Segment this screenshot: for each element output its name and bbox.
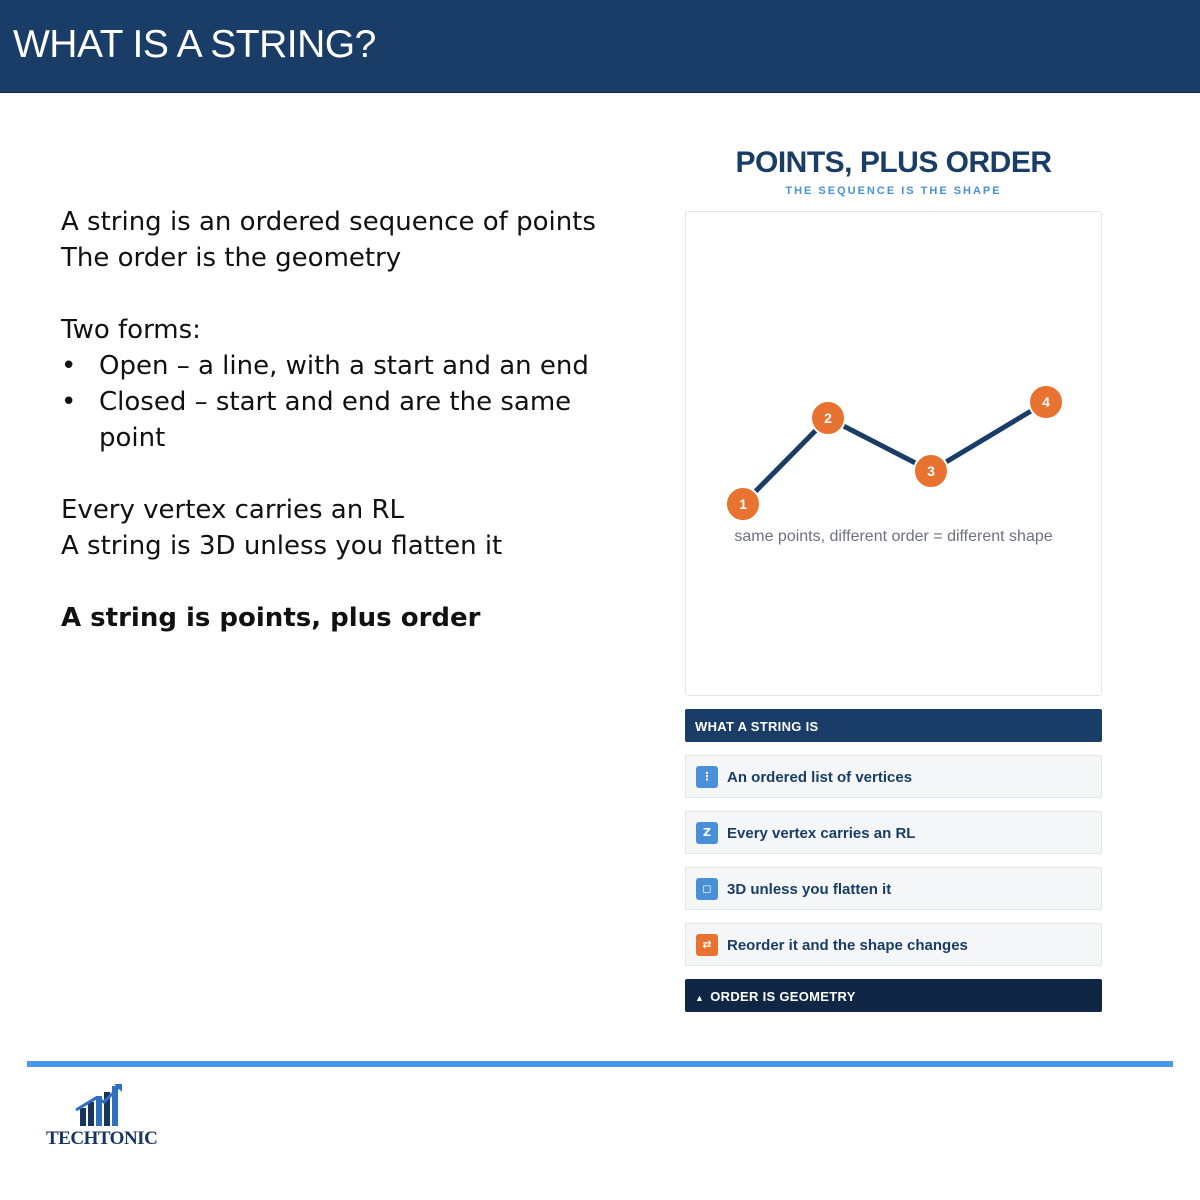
techtonic-logo	[46, 1080, 156, 1160]
intro-line-2: The order is the geometry	[61, 243, 402, 273]
vertex-label: 1	[739, 496, 747, 512]
slide-title: WHAT IS A STRING?	[13, 23, 376, 66]
diagram-card	[685, 211, 1102, 696]
swap-arrows-icon: ⇄	[696, 934, 718, 956]
vertex-label: 3	[927, 463, 935, 479]
takeaway: A string is points, plus order	[61, 603, 481, 633]
panel-title: POINTS, PLUS ORDER	[735, 146, 1052, 179]
vertex-4	[1029, 385, 1063, 419]
footer-bar-text: ORDER IS GEOMETRY	[710, 989, 856, 1004]
string-segment	[931, 402, 1046, 471]
vertex-2	[811, 401, 845, 435]
list-item-label: Every vertex carries an RL	[727, 825, 916, 842]
vertex-label: 2	[824, 410, 832, 426]
square-icon: ◻	[696, 878, 718, 900]
list-item-label: Reorder it and the shape changes	[727, 937, 968, 954]
list-item	[685, 755, 1102, 798]
diagram-caption: same points, different order = different shape	[734, 528, 1053, 545]
section-heading-label: WHAT A STRING IS	[695, 719, 819, 734]
logo-bars-icon	[46, 1080, 156, 1130]
list-item	[685, 923, 1102, 966]
string-segment	[743, 418, 828, 504]
list-item	[685, 811, 1102, 854]
intro-line-1: A string is an ordered sequence of points	[61, 207, 596, 237]
order-is-geometry-bar	[685, 979, 1102, 1012]
bullet-dot-icon: •	[61, 351, 77, 381]
detail-line-1: Every vertex carries an RL	[61, 495, 405, 525]
z-letter-icon: Z	[696, 822, 718, 844]
panel-subtitle: THE SEQUENCE IS THE SHAPE	[785, 185, 1002, 197]
bullet-open: Open – a line, with a start and an end	[99, 351, 589, 381]
vertex-3	[914, 454, 948, 488]
vertex-label: 4	[1042, 394, 1050, 410]
detail-line-2: A string is 3D unless you flatten it	[61, 531, 503, 561]
title-banner	[0, 0, 1200, 93]
vertex-1	[726, 487, 760, 521]
footer-divider	[27, 1061, 1173, 1067]
bullet-dot-icon: •	[61, 387, 77, 417]
bullet-closed: Closed – start and end are the same	[99, 387, 572, 417]
list-item	[685, 867, 1102, 910]
logo-wordmark: TECHTONIC	[46, 1128, 158, 1149]
string-diagram	[686, 212, 1101, 695]
triangle-up-icon: ▲	[695, 993, 705, 1003]
order-is-geometry-label	[695, 989, 856, 1004]
forms-heading: Two forms:	[61, 315, 201, 345]
section-heading	[685, 709, 1102, 742]
list-item-label: 3D unless you flatten it	[727, 881, 892, 898]
bullet-closed-continued: point	[99, 423, 166, 453]
vertical-dots-icon: ⋮	[696, 766, 718, 788]
list-item-label: An ordered list of vertices	[727, 769, 913, 786]
